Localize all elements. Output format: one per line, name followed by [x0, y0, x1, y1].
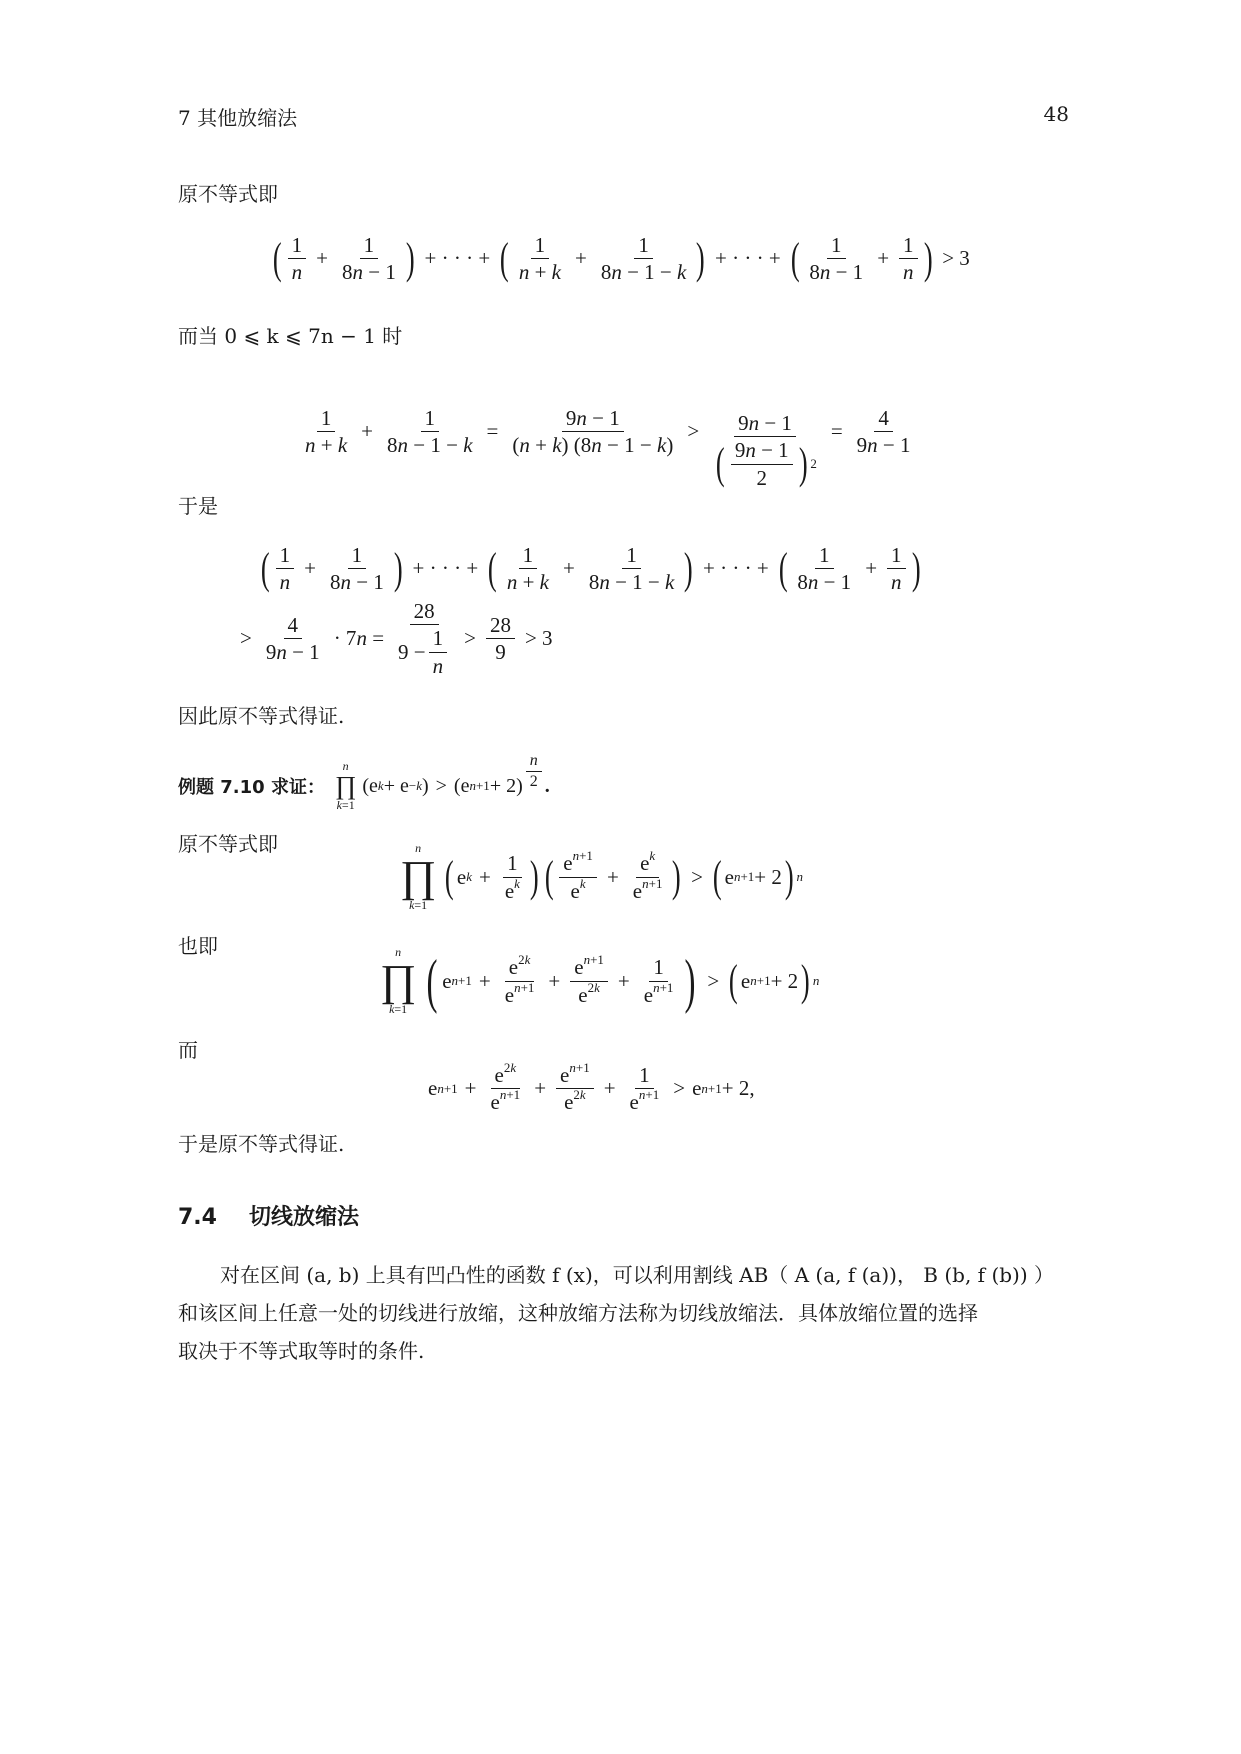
section-body [178, 1256, 1058, 1370]
page-number: 48 [1043, 102, 1069, 126]
paragraph: 于是原不等式得证. [178, 1132, 345, 1156]
example-label: 例题 7.10 求证： [178, 777, 325, 799]
page-header [178, 102, 1069, 132]
body-line: 对在区间 (a, b) 上具有凹凸性的函数 f (x)，可以利用割线 AB（ A (a, f (a))， B (b, f (b)) ） [220, 1263, 1055, 1287]
equation-product-1: n ∏ k=1 ( e k + $\frac{1}{e^k}$ ) ( $\frac{e^{n+1}}{e^k}$ + $\frac{e^k}{e^{n+1}}$ ) > ( e n+1 + 2 ) n [400, 841, 804, 913]
paragraph: 原不等式即 [178, 182, 278, 206]
paragraph: 而当 0 ⩽ k ⩽ 7n − 1 时 [178, 324, 403, 348]
example-statement: 例题 7.10 求证： n ∏ k=1 (e k + e −k ) > (e n+1 + 2) $\frac{n}{2}$ . [178, 751, 550, 813]
equation-product-2: n ∏ k=1 ( e n+1 + $\frac{e^{2k}}{e^{n+1}}$ + $\frac{e^{n+1}}{e^{2k}}$ + $\frac{1}{e^{n+1}}$ ) > ( e n+1 + 2 ) n [380, 945, 820, 1017]
paragraph: 也即 [178, 934, 218, 958]
equation-inequality: e n+1 + $\frac{e^{2k}}{e^{n+1}}$ + $\frac{e^{n+1}}{e^{2k}}$ + $\frac{1}{e^{n+1}}$ > e n+1 + 2, [428, 1060, 755, 1115]
paragraph: 因此原不等式得证. [178, 704, 345, 728]
equation-conclusion: > $\frac{4}{9n - 1}$ · 7n = 28 9 − $\frac{1}{n}$ > $\frac{28}{9}$ > 3 [240, 599, 553, 678]
body-line: 取决于不等式取等时的条件. [178, 1339, 425, 1363]
equation-sum-repeat: ( $\frac{1}{n}$ + $\frac{1}{8n - 1}$ ) + · · · + ( $\frac{1}{n + k}$ + $\frac{1}{8n - 1 - k}$ ) + · · · + ( $\frac{1}{8n - 1}$ + $\frac{1}{n}$ ) [260, 543, 921, 595]
section-heading [178, 1200, 359, 1231]
equation-sum: ( $\frac{1}{n}$ + $\frac{1}{8n - 1}$ ) + · · · + ( $\frac{1}{n + k}$ + $\frac{1}{8n - 1 - k}$ ) + · · · + ( $\frac{1}{8n - 1}$ + $\frac{1}{n}$ ) > 3 [272, 233, 970, 285]
section-title: 切线放缩法 [248, 1205, 359, 1230]
chapter-title: 7 其他放缩法 [178, 106, 298, 130]
paragraph: 于是 [178, 494, 218, 518]
paragraph: 原不等式即 [178, 832, 278, 856]
section-number: 7.4 [178, 1205, 217, 1230]
body-line: 和该区间上任意一处的切线进行放缩，这种放缩方法称为切线放缩法．具体放缩位置的选择 [178, 1301, 978, 1325]
equation-bound: $\frac{1}{n + k}$ + $\frac{1}{8n - 1 - k}$ = $\frac{9n - 1}{(n + k) (8n - 1 - k)}$ > 9n − 1 ( $\frac{9n - 1}{2}$ ) 2 = $\frac{4}{9n - 1}$ [305, 405, 911, 490]
paragraph: 而 [178, 1038, 198, 1062]
